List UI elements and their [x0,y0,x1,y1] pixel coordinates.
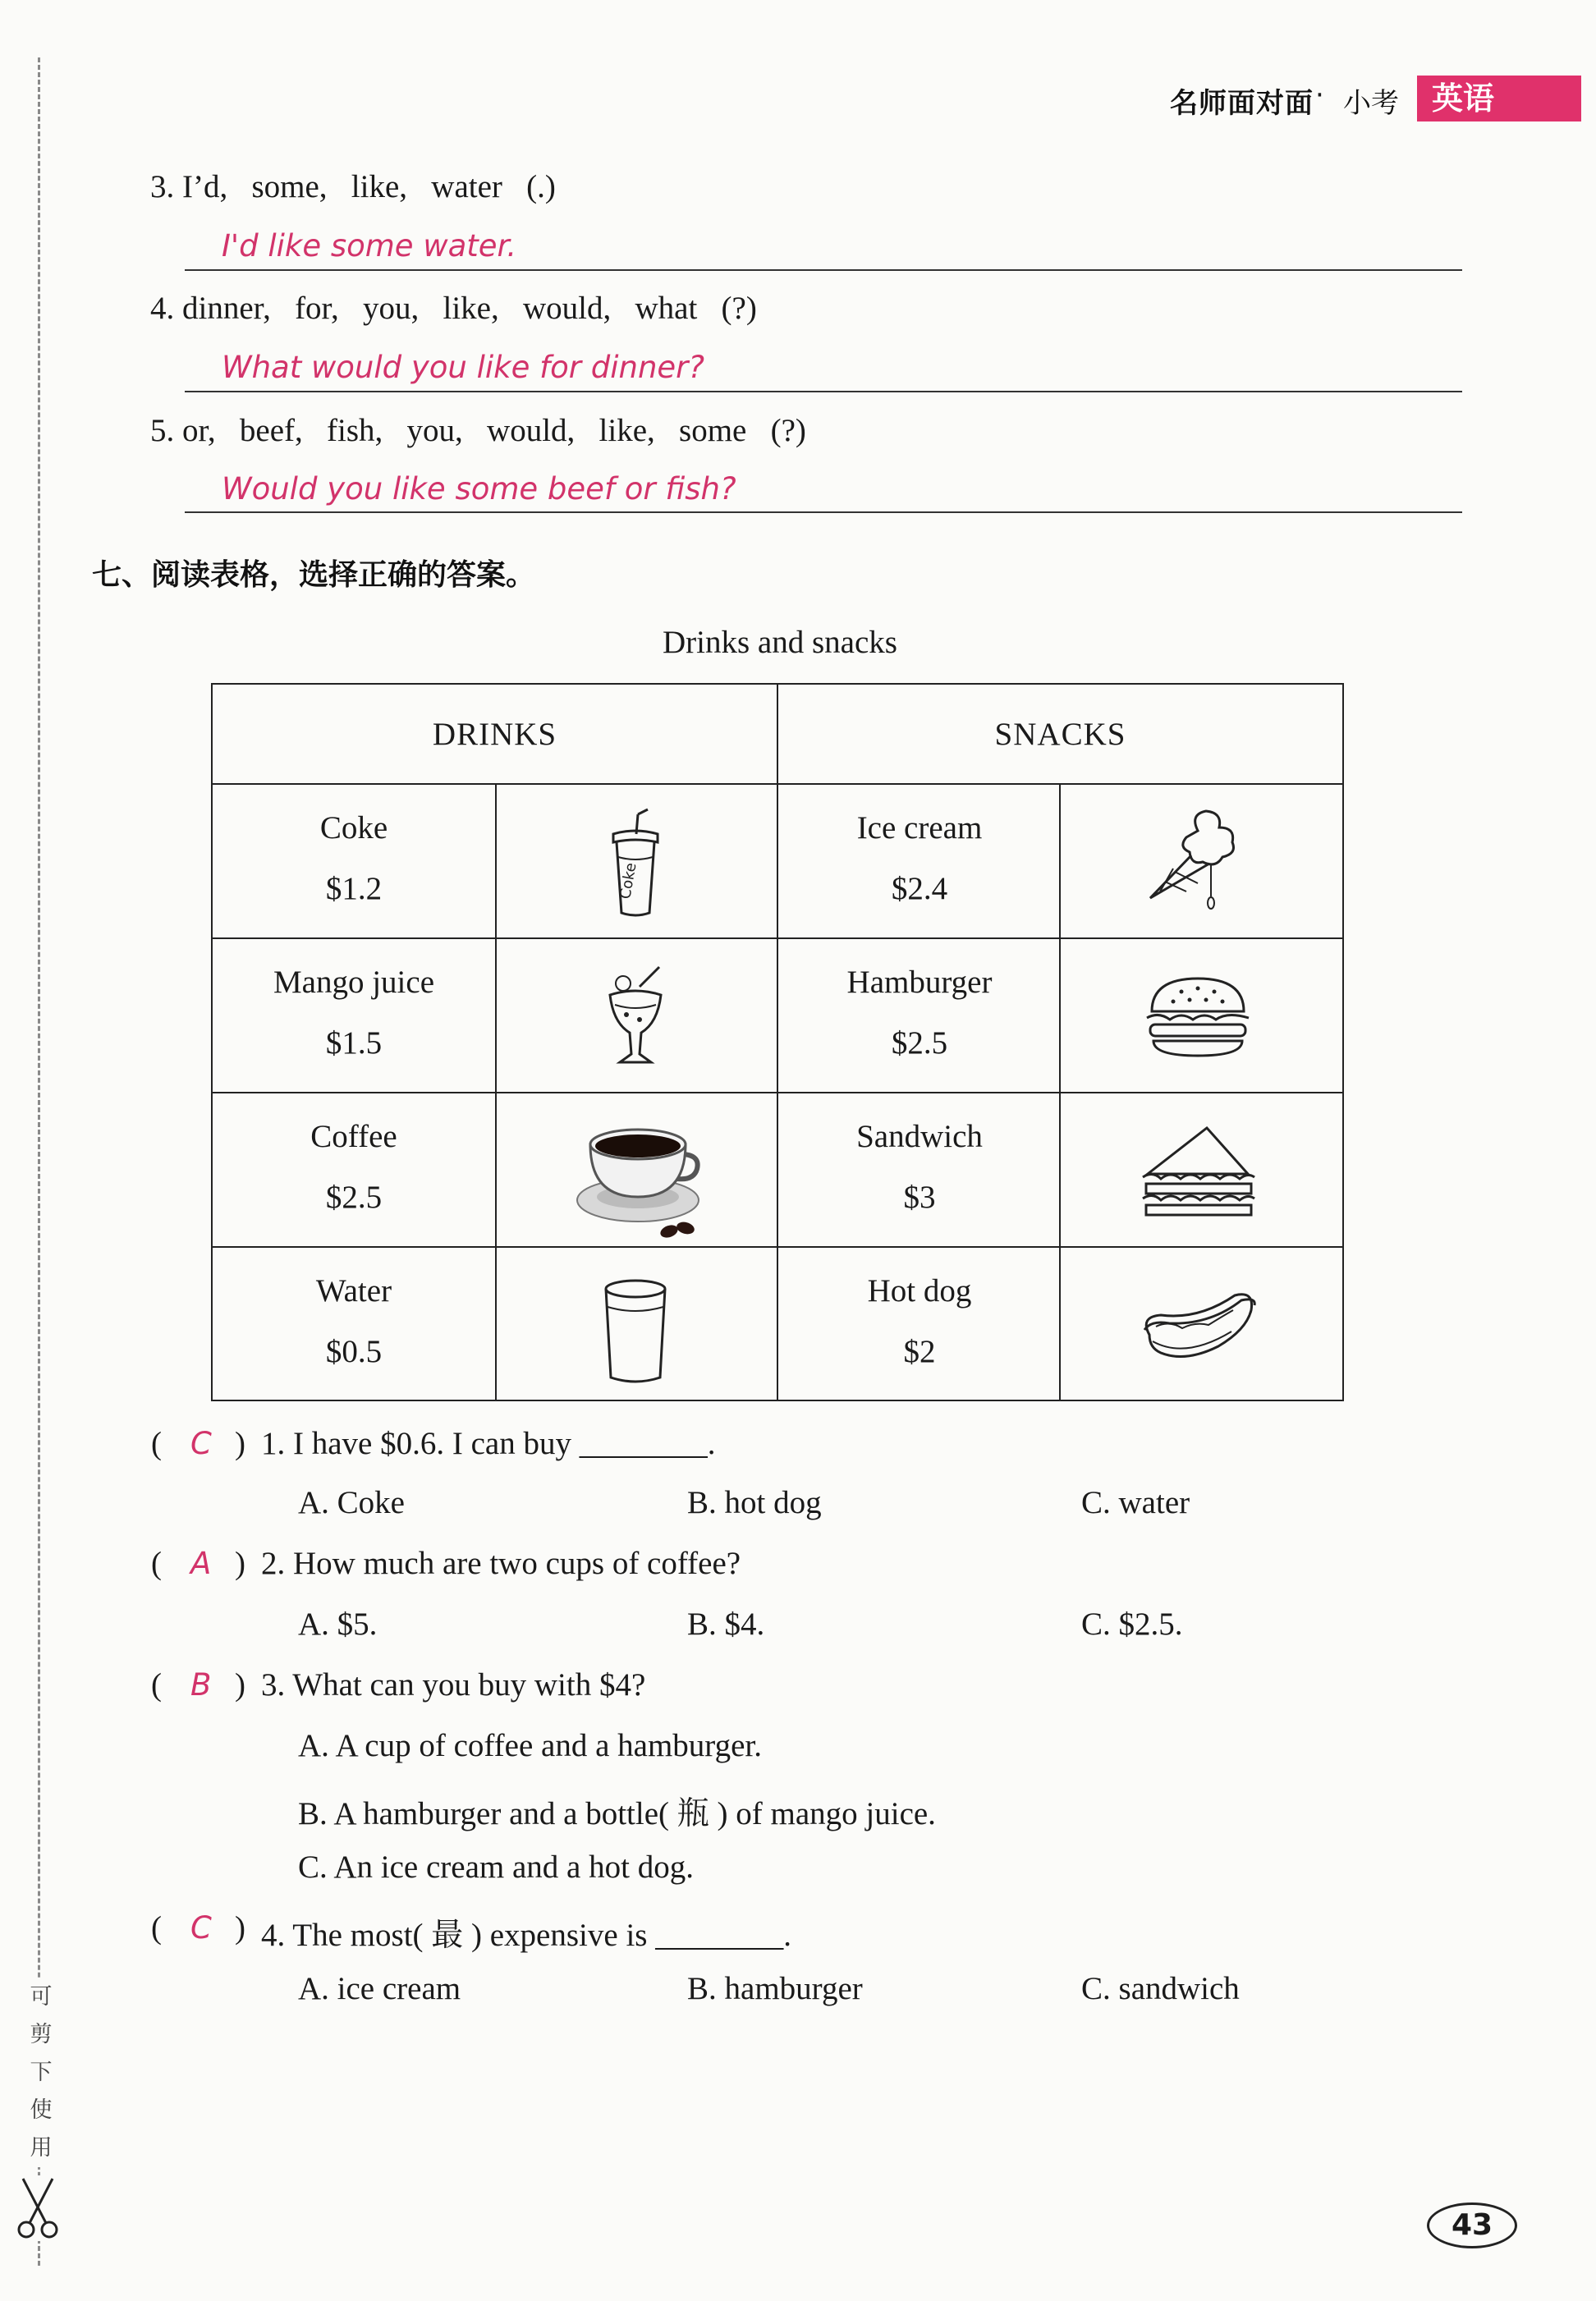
option-a: A. $5. [298,1607,378,1642]
scissors-icon [15,2175,61,2241]
ordering-prompt-4: 4. dinner, for, you, like, would, what (?) [150,291,757,326]
water-glass-icon [598,1274,672,1389]
drink-price: $1.2 [325,871,383,906]
drink-price: $0.5 [325,1334,383,1369]
paren-open: ( [151,1667,162,1703]
page-number: 43 [1427,2202,1517,2248]
snack-name: Hamburger [846,965,993,1000]
drink-price: $2.5 [325,1180,383,1215]
paren-open: ( [151,1910,162,1946]
coffee-cup-icon [572,1112,704,1243]
menu-table [211,683,1344,1401]
paren-close: ) [235,1667,245,1703]
snack-price: $2.4 [891,871,948,906]
drink-name: Water [315,1273,392,1309]
snack-name: Ice cream [856,810,983,846]
table-rule [495,783,497,1400]
header-drinks: DRINKS [432,717,557,752]
question-stem-3: 3. What can you buy with $4? [261,1667,646,1703]
option-c: C. $2.5. [1081,1607,1183,1642]
drink-price: $1.5 [325,1025,383,1061]
snack-price: $2.5 [891,1025,948,1061]
ordering-answer-5: Would you like some beef or fish? [222,471,736,506]
option-c: C. water [1081,1485,1190,1520]
mango-juice-icon [598,962,672,1077]
snack-price: $2 [903,1334,936,1369]
option-b: B. A hamburger and a bottle( 瓶 ) of mango juice. [298,1796,936,1831]
answer-line [185,269,1462,271]
subject-badge: 英语 [1417,76,1581,121]
option-b: B. $4. [687,1607,765,1642]
choice-answer-4: C [190,1910,212,1946]
paren-close: ) [235,1546,245,1581]
paren-close: ) [235,1426,245,1461]
cut-label-char: 下 [30,2060,53,2085]
choice-answer-1: C [190,1426,212,1461]
snack-name: Hot dog [867,1273,972,1309]
option-b: B. hot dog [687,1485,822,1520]
option-c: C. sandwich [1081,1971,1240,2006]
hot-dog-icon [1136,1284,1259,1374]
option-b: B. hamburger [687,1971,863,2006]
question-stem-4: 4. The most( 最 ) expensive is ________. [261,1918,791,1953]
ordering-prompt-3: 3. I’d, some, like, water (.) [150,169,556,204]
cut-label-char: 用 [30,2135,53,2161]
snack-price: $3 [903,1180,936,1215]
cut-label-char: 可 [30,1984,53,2010]
option-a: A. Coke [298,1485,405,1520]
drink-name: Coffee [310,1119,397,1154]
option-a: A. A cup of coffee and a hamburger. [298,1728,762,1763]
option-c: C. An ice cream and a hot dog. [298,1850,694,1885]
header-separator: · [1315,79,1324,112]
choice-answer-3: B [190,1667,212,1703]
table-title: Drinks and snacks [663,625,897,660]
question-stem-1: 1. I have $0.6. I can buy ________. [261,1426,716,1461]
answer-line [185,511,1462,513]
paren-close: ) [235,1910,245,1946]
choice-answer-2: A [190,1546,212,1581]
paren-open: ( [151,1426,162,1461]
paren-open: ( [151,1546,162,1581]
answer-line [185,391,1462,392]
series-subtitle: 小考 [1343,87,1399,120]
coke-cup-icon [598,808,672,923]
section-title: 七、阅读表格，选择正确的答案。 [92,558,536,592]
sandwich-icon [1136,1120,1259,1226]
question-stem-2: 2. How much are two cups of coffee? [261,1546,741,1581]
ordering-answer-4: What would you like for dinner? [222,350,705,385]
cut-label [25,1978,57,2167]
drink-name: Mango juice [273,965,435,1000]
ice-cream-icon [1140,806,1255,913]
ordering-prompt-5: 5. or, beef, fish, you, would, like, some (?) [150,413,806,448]
ordering-answer-3: I'd like some water. [222,228,517,264]
hamburger-icon [1140,972,1255,1062]
svg-text:Coke: Coke [617,861,640,901]
cut-line [38,57,40,2266]
option-a: A. ice cream [298,1971,461,2006]
snack-name: Sandwich [856,1119,983,1154]
series-title: 名师面对面 [1170,87,1314,120]
header-snacks: SNACKS [994,717,1126,752]
drink-name: Coke [319,810,388,846]
cut-label-char: 使 [30,2097,53,2123]
cut-label-char: 剪 [30,2022,53,2047]
